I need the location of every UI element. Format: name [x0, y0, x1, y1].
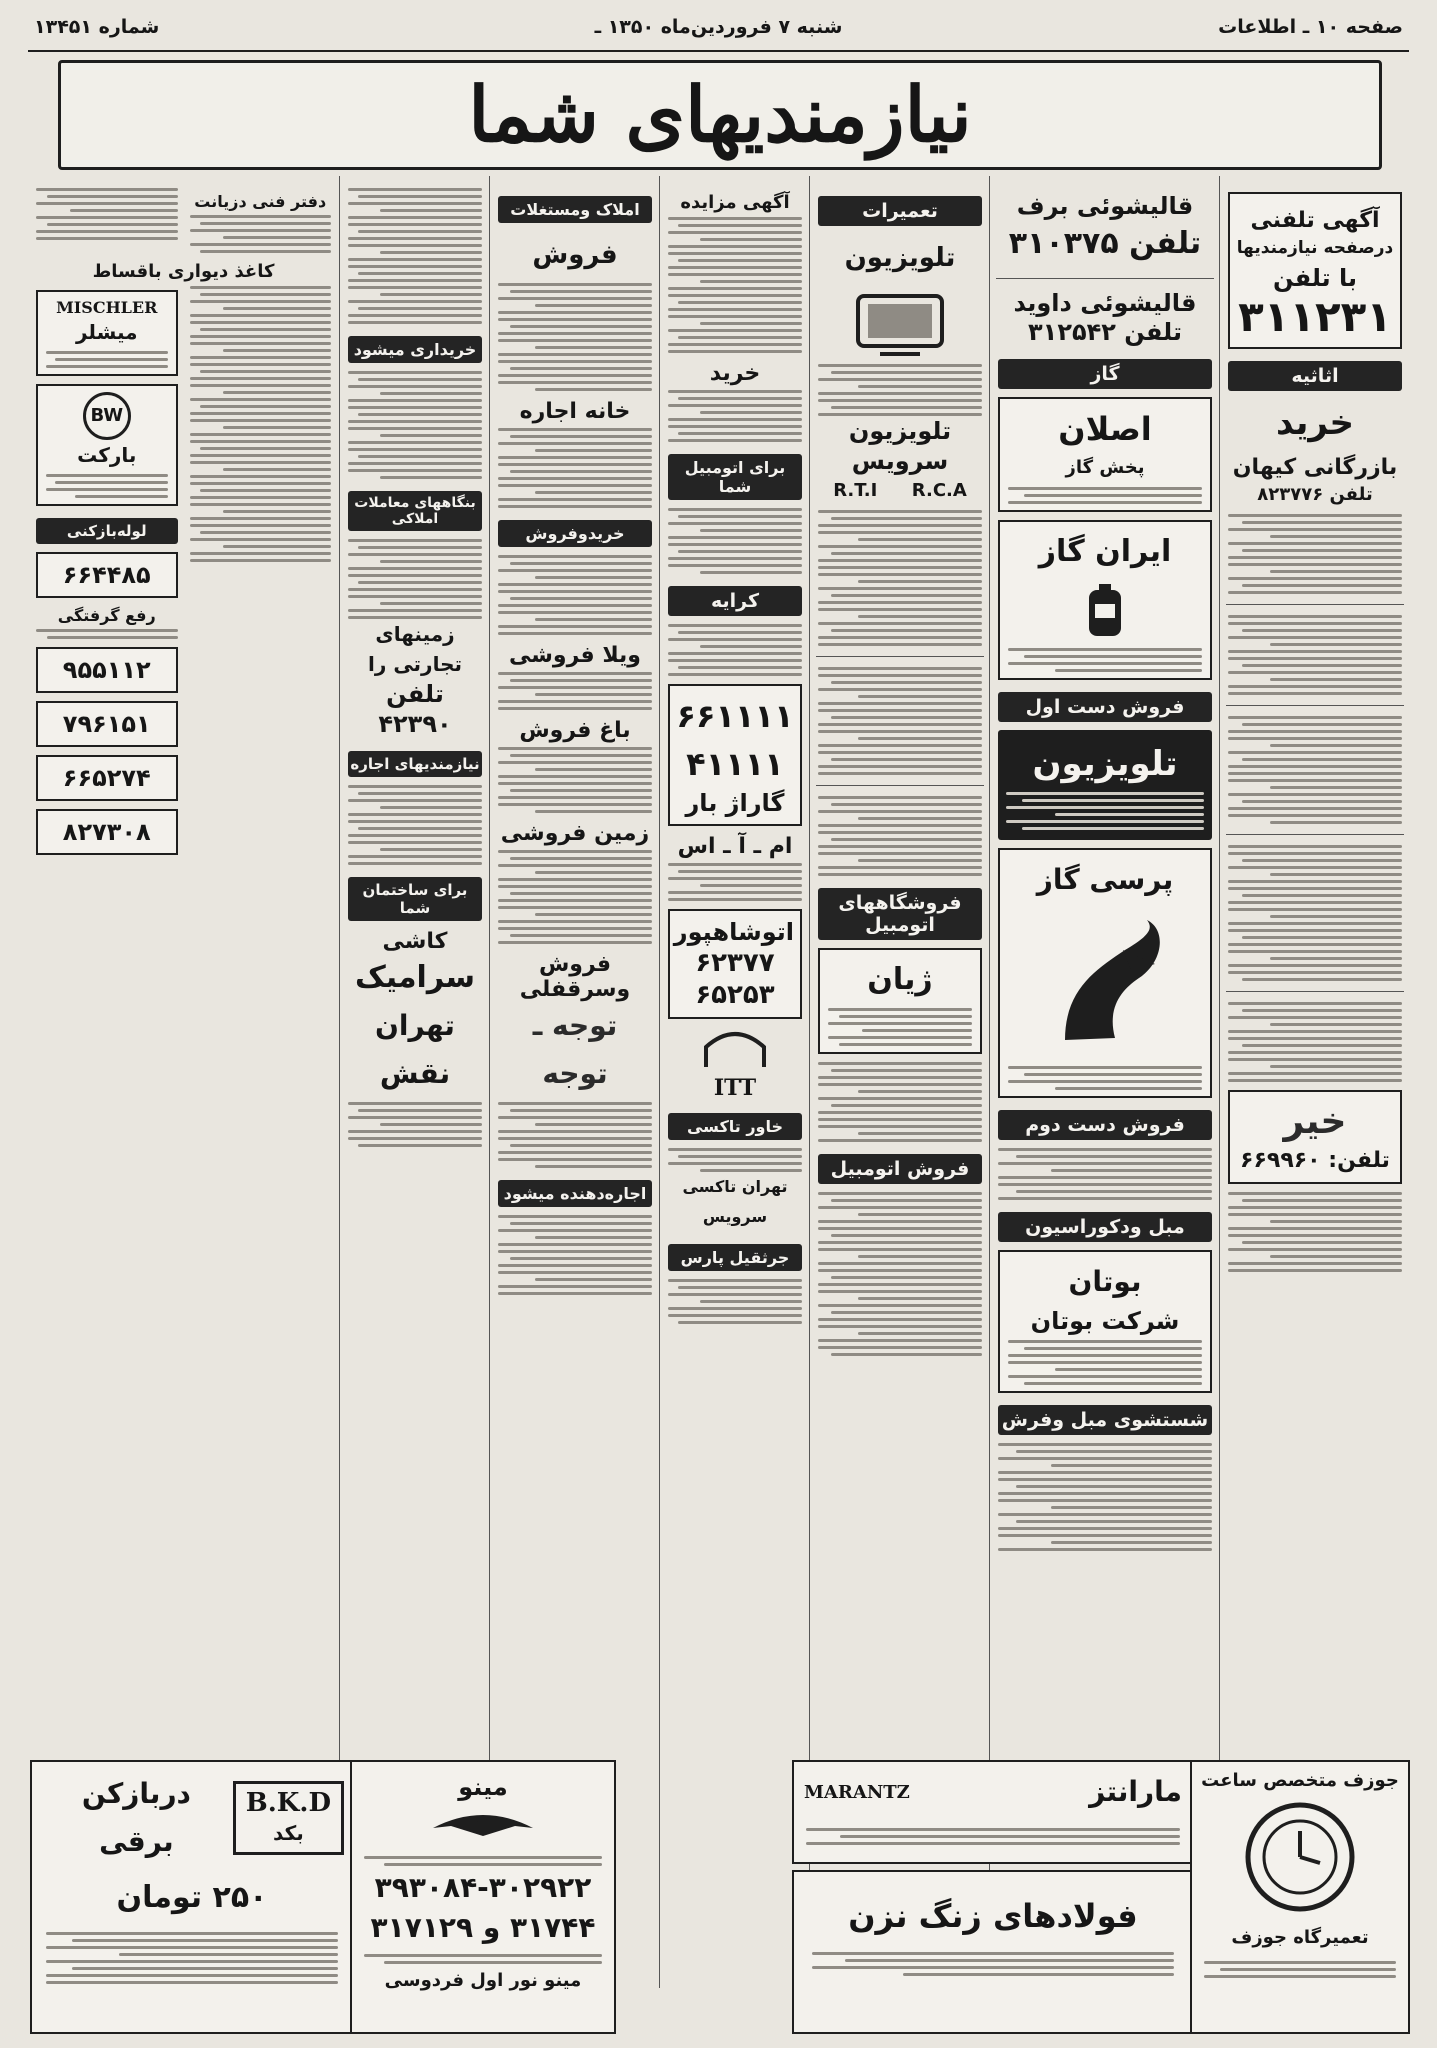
land-heading: زمین فروشی [500, 821, 650, 846]
pipe-phone-5: ۸۲۷۳۰۸ [62, 818, 151, 846]
column-2 [989, 176, 1220, 1988]
phone-ad-sub: درصفحه نیازمندیها [1236, 238, 1394, 258]
garage-phone-ad [668, 684, 802, 826]
mino-foot: مینو نور اول فردوسی [384, 1970, 582, 1991]
iran-gas-title: ایران گاز [1038, 534, 1172, 569]
section-repairs: تعمیرات [818, 196, 982, 226]
bkd-door-opener-ad [30, 1760, 354, 2034]
col7-right-ads [34, 282, 180, 863]
classified-lines [816, 364, 984, 416]
tv-brands [816, 476, 984, 506]
ceramic-heading: سرامیک [355, 960, 475, 995]
section-needs-rent: نیازمندیهای اجاره [348, 751, 482, 777]
mino-ad [350, 1760, 616, 2034]
brand-rti: R.T.I [833, 480, 878, 501]
pipe-phone-1: ۶۶۴۴۸۵ [62, 561, 151, 589]
shop-name: بازرگانی کیهان [1232, 455, 1398, 480]
classified-lines [666, 390, 804, 442]
bkd-logo [233, 1781, 344, 1855]
mischler-logo: MISCHLER [56, 298, 158, 317]
bw-title: بارکت [77, 443, 137, 467]
section-estate: املاک ومستغلات [498, 196, 652, 223]
classified-lines [1226, 716, 1404, 824]
classified-lines [496, 1102, 654, 1168]
sell-exchange-heading: فروش وسرقفلی [519, 952, 631, 1002]
jarr-paris: جرثقیل پارس [668, 1244, 802, 1271]
section-furniture: اثاثیه [1228, 361, 1402, 391]
col7-ads-row [34, 282, 333, 863]
tehran-naqsh-heading: تهران نقش [375, 1009, 455, 1090]
brand-rca: R.C.A [911, 480, 967, 501]
butane-ad [998, 1250, 1212, 1393]
carpet-wash-title-2: قالیشوئی داوید [1013, 289, 1197, 317]
dragon-logo-icon [1035, 910, 1175, 1060]
wallpaper-heading: کاغذ دیواری باقساط [92, 261, 275, 282]
classified-lines [816, 1062, 984, 1142]
mino-phone-2: ۳۱۷۴۴ و ۳۱۷۱۲۹ [370, 1911, 596, 1944]
persi-gas-ad [998, 848, 1212, 1098]
classified-lines [496, 428, 654, 508]
auction-heading: آگهی مزایده [680, 192, 790, 213]
clock-title: جوزف متخصص ساعت [1201, 1770, 1399, 1791]
carpet-wash-phone-1: تلفن ۳۱۰۳۷۵ [1008, 226, 1202, 261]
shop-phone: تلفن ۸۲۳۷۷۶ [1257, 484, 1373, 505]
column-3 [809, 176, 990, 1988]
stainless-steel-ad [792, 1870, 1194, 2034]
butane-company: شرکت بوتان [1030, 1307, 1180, 1335]
section-gas: گاز [998, 359, 1212, 389]
mischler-ad [36, 290, 178, 376]
classified-lines [1226, 1192, 1404, 1272]
classified-lines [496, 747, 654, 813]
trade-land-heading: زمینهای تجارتی را [367, 622, 463, 676]
phone-ad-title: آگهی تلفنی [1250, 208, 1380, 233]
classified-lines [1226, 1002, 1404, 1082]
zhian-ad [818, 948, 982, 1054]
bw-logo-icon: BW [83, 392, 131, 440]
issue-date: شنبه ۷ فروردین‌ماه ۱۳۵۰ ـ [594, 16, 843, 38]
garage-phone-1: ۶۶۱۱۱۱ [676, 697, 794, 735]
butane-title: بوتان [1068, 1265, 1142, 1298]
television-icon [850, 288, 950, 358]
garden-heading: باغ فروش [519, 718, 631, 743]
notice-heading: توجه ـ توجه [532, 1009, 618, 1090]
section-car-dealers: فروشگاههای اتومبیل [818, 888, 982, 940]
sale-heading: فروش [532, 240, 618, 270]
steel-title: فولادهای زنگ نزن [848, 1897, 1138, 1935]
page-header [28, 6, 1409, 52]
column-4 [659, 176, 810, 1988]
aslan-gas-title: اصلان [1058, 410, 1152, 448]
pipe-phone-4: ۶۶۵۲۷۴ [62, 764, 151, 792]
phone-ad-number: ۳۱۱۲۳۱ [1238, 292, 1392, 341]
section-washing: شستشوی مبل وفرش [998, 1405, 1212, 1435]
tile-heading: کاشی [382, 929, 448, 954]
kheyr-phone: تلفن: ۶۶۹۹۶۰ [1240, 1148, 1390, 1173]
classified-lines [996, 1443, 1214, 1551]
column-6 [339, 176, 490, 1988]
bkd-title: دربازکن برقی [81, 1777, 191, 1858]
persi-gas-title: پرسی گاز [1036, 863, 1174, 896]
marantz-title: مارانتز [1089, 1775, 1182, 1808]
mischler-title: میشلر [75, 320, 138, 344]
classified-lines [496, 672, 654, 710]
classified-lines [666, 1148, 804, 1172]
iran-gas-ad [998, 520, 1212, 680]
villa-heading: ویلا فروشی [509, 643, 641, 668]
bkd-price: ۲۵۰ تومان [116, 1880, 268, 1915]
clock-repair: تعمیرگاه جوزف [1231, 1927, 1369, 1948]
section-banner [58, 60, 1382, 170]
ads-dept-heading: دفتر فنی دزیانت [194, 192, 327, 211]
garage-title: گاراژ بار [685, 789, 785, 817]
bw-parquet-ad [36, 384, 178, 506]
tv-heading: تلویزیون [844, 243, 956, 273]
classified-lines [816, 796, 984, 876]
mino-title: مینو [458, 1773, 508, 1801]
page-number-label: صفحه ۱۰ ـ اطلاعات [1218, 16, 1403, 38]
marantz-latin: MARANTZ [804, 1781, 910, 1803]
classified-lines [496, 850, 654, 944]
aslan-gas-sub: پخش گاز [1065, 457, 1145, 478]
classified-lines [1226, 845, 1404, 981]
television-ad-title: تلویزیون [1032, 744, 1178, 784]
classified-lines [346, 539, 484, 619]
classified-lines [666, 217, 804, 353]
phone-ad-box [1228, 192, 1402, 349]
marantz-ad [792, 1760, 1194, 1864]
itt-arch-icon [700, 1027, 770, 1069]
zhian-title: ژیان [867, 962, 933, 997]
rent-house-heading: خانه اجاره [519, 399, 631, 424]
kheyr-ad [1228, 1090, 1402, 1184]
classified-lines [346, 785, 484, 865]
section-car-sale: فروش اتومبیل [818, 1154, 982, 1184]
col7-misc-block [34, 184, 180, 253]
section-buy-trade: خریدوفروش [498, 520, 652, 547]
banner-title: نیازمندیهای شما [468, 70, 972, 159]
autoshahpour-phone-1: ۶۲۳۷۷ [695, 948, 775, 978]
phone-ad-with: با تلفن [1272, 264, 1358, 292]
classified-lines [666, 863, 804, 901]
classified-lines [816, 667, 984, 775]
pipe-ad-3 [36, 701, 178, 747]
classified-lines [666, 624, 804, 676]
buy-heading: خرید [709, 361, 761, 386]
classified-lines [1226, 615, 1404, 695]
kheyr-title: خیر [1283, 1101, 1347, 1142]
classified-lines [346, 1102, 484, 1147]
classifieds-columns [28, 176, 1409, 1988]
ms-heading: ام ـ آ ـ اس [677, 834, 793, 859]
section-building: برای ساختمان شما [348, 877, 482, 921]
section-pipe: لوله‌بازکنی [36, 518, 178, 544]
classified-lines [996, 1148, 1214, 1200]
television-ad [998, 730, 1212, 840]
carpet-wash-title-1: قالیشوئی برف [1016, 192, 1194, 220]
issue-number: شماره ۱۳۴۵۱ [34, 16, 160, 38]
bkd-fa: بکد [273, 1821, 304, 1845]
gas-cylinder-icon [1075, 582, 1135, 642]
garage-phone-2: ۴۱۱۱۱ [686, 745, 784, 783]
classified-lines [1226, 514, 1404, 594]
pipe-phone-2: ۹۵۵۱۱۲ [62, 656, 151, 684]
col7-top-row [34, 184, 333, 253]
classified-lines [816, 1192, 984, 1356]
column-5 [489, 176, 660, 1988]
pipe-ad-5 [36, 809, 178, 855]
classified-lines [496, 555, 654, 635]
section-rental: اجاره‌دهنده میشود [498, 1180, 652, 1207]
pipe-ad-1 [36, 552, 178, 598]
tv-service: تلویزیون سرویس [848, 417, 952, 475]
classified-lines [666, 508, 804, 574]
section-first-hand: فروش دست اول [998, 692, 1212, 722]
trade-land-phone: تلفن ۴۲۳۹۰ [378, 680, 452, 738]
faravahar-icon [423, 1806, 543, 1846]
aslan-gas-ad [998, 397, 1212, 512]
mino-phone-1: ۳۹۳۰۸۴-۳۰۲۹۲۲ [374, 1871, 592, 1904]
tehran-taxi: تهران تاکسی سرویس [682, 1177, 788, 1226]
joseph-watch-ad [1190, 1760, 1410, 2034]
section-second-hand: فروش دست دوم [998, 1110, 1212, 1140]
section-car-for-you: برای اتومبیل شما [668, 454, 802, 500]
carpet-wash-phone-2: تلفن ۳۱۲۵۴۲ [1028, 318, 1182, 346]
classified-lines [816, 510, 984, 646]
classified-lines [496, 1215, 654, 1295]
ads-dept-block [188, 184, 334, 253]
classified-lines [496, 283, 654, 391]
column-7 [28, 176, 339, 1988]
classified-lines [346, 188, 484, 324]
autoshahpour-ad [668, 909, 802, 1019]
pipe-ad-2 [36, 647, 178, 693]
section-decoration: مبل ودکوراسیون [998, 1212, 1212, 1242]
watch-stamp-icon [1240, 1797, 1360, 1917]
section-estate-agencies: بنگاههای معاملات املاکی [348, 491, 482, 531]
section-buyers: خریداری میشود [348, 336, 482, 363]
classified-lines [666, 1279, 804, 1324]
classified-lines [346, 371, 484, 479]
khavar-taxi: خاور تاکسی [668, 1113, 802, 1140]
col7-left-list [188, 282, 334, 863]
autoshahpour-phone-2: ۶۵۲۵۳ [695, 980, 775, 1010]
buy-heading: خرید [1275, 403, 1355, 443]
pipe-ad-4 [36, 755, 178, 801]
bkd-latin: B.K.D [245, 1788, 331, 1818]
section-rent: کرایه [668, 586, 802, 616]
column-1 [1219, 176, 1410, 1988]
pipe-phone-3: ۷۹۶۱۵۱ [62, 710, 151, 738]
refrigeration-heading: رفع گرفتگی [57, 606, 156, 625]
itt-logo: ITT [713, 1075, 757, 1101]
itt-ad [666, 1027, 804, 1101]
autoshahpour-title: اتوشاهپور [673, 918, 794, 946]
